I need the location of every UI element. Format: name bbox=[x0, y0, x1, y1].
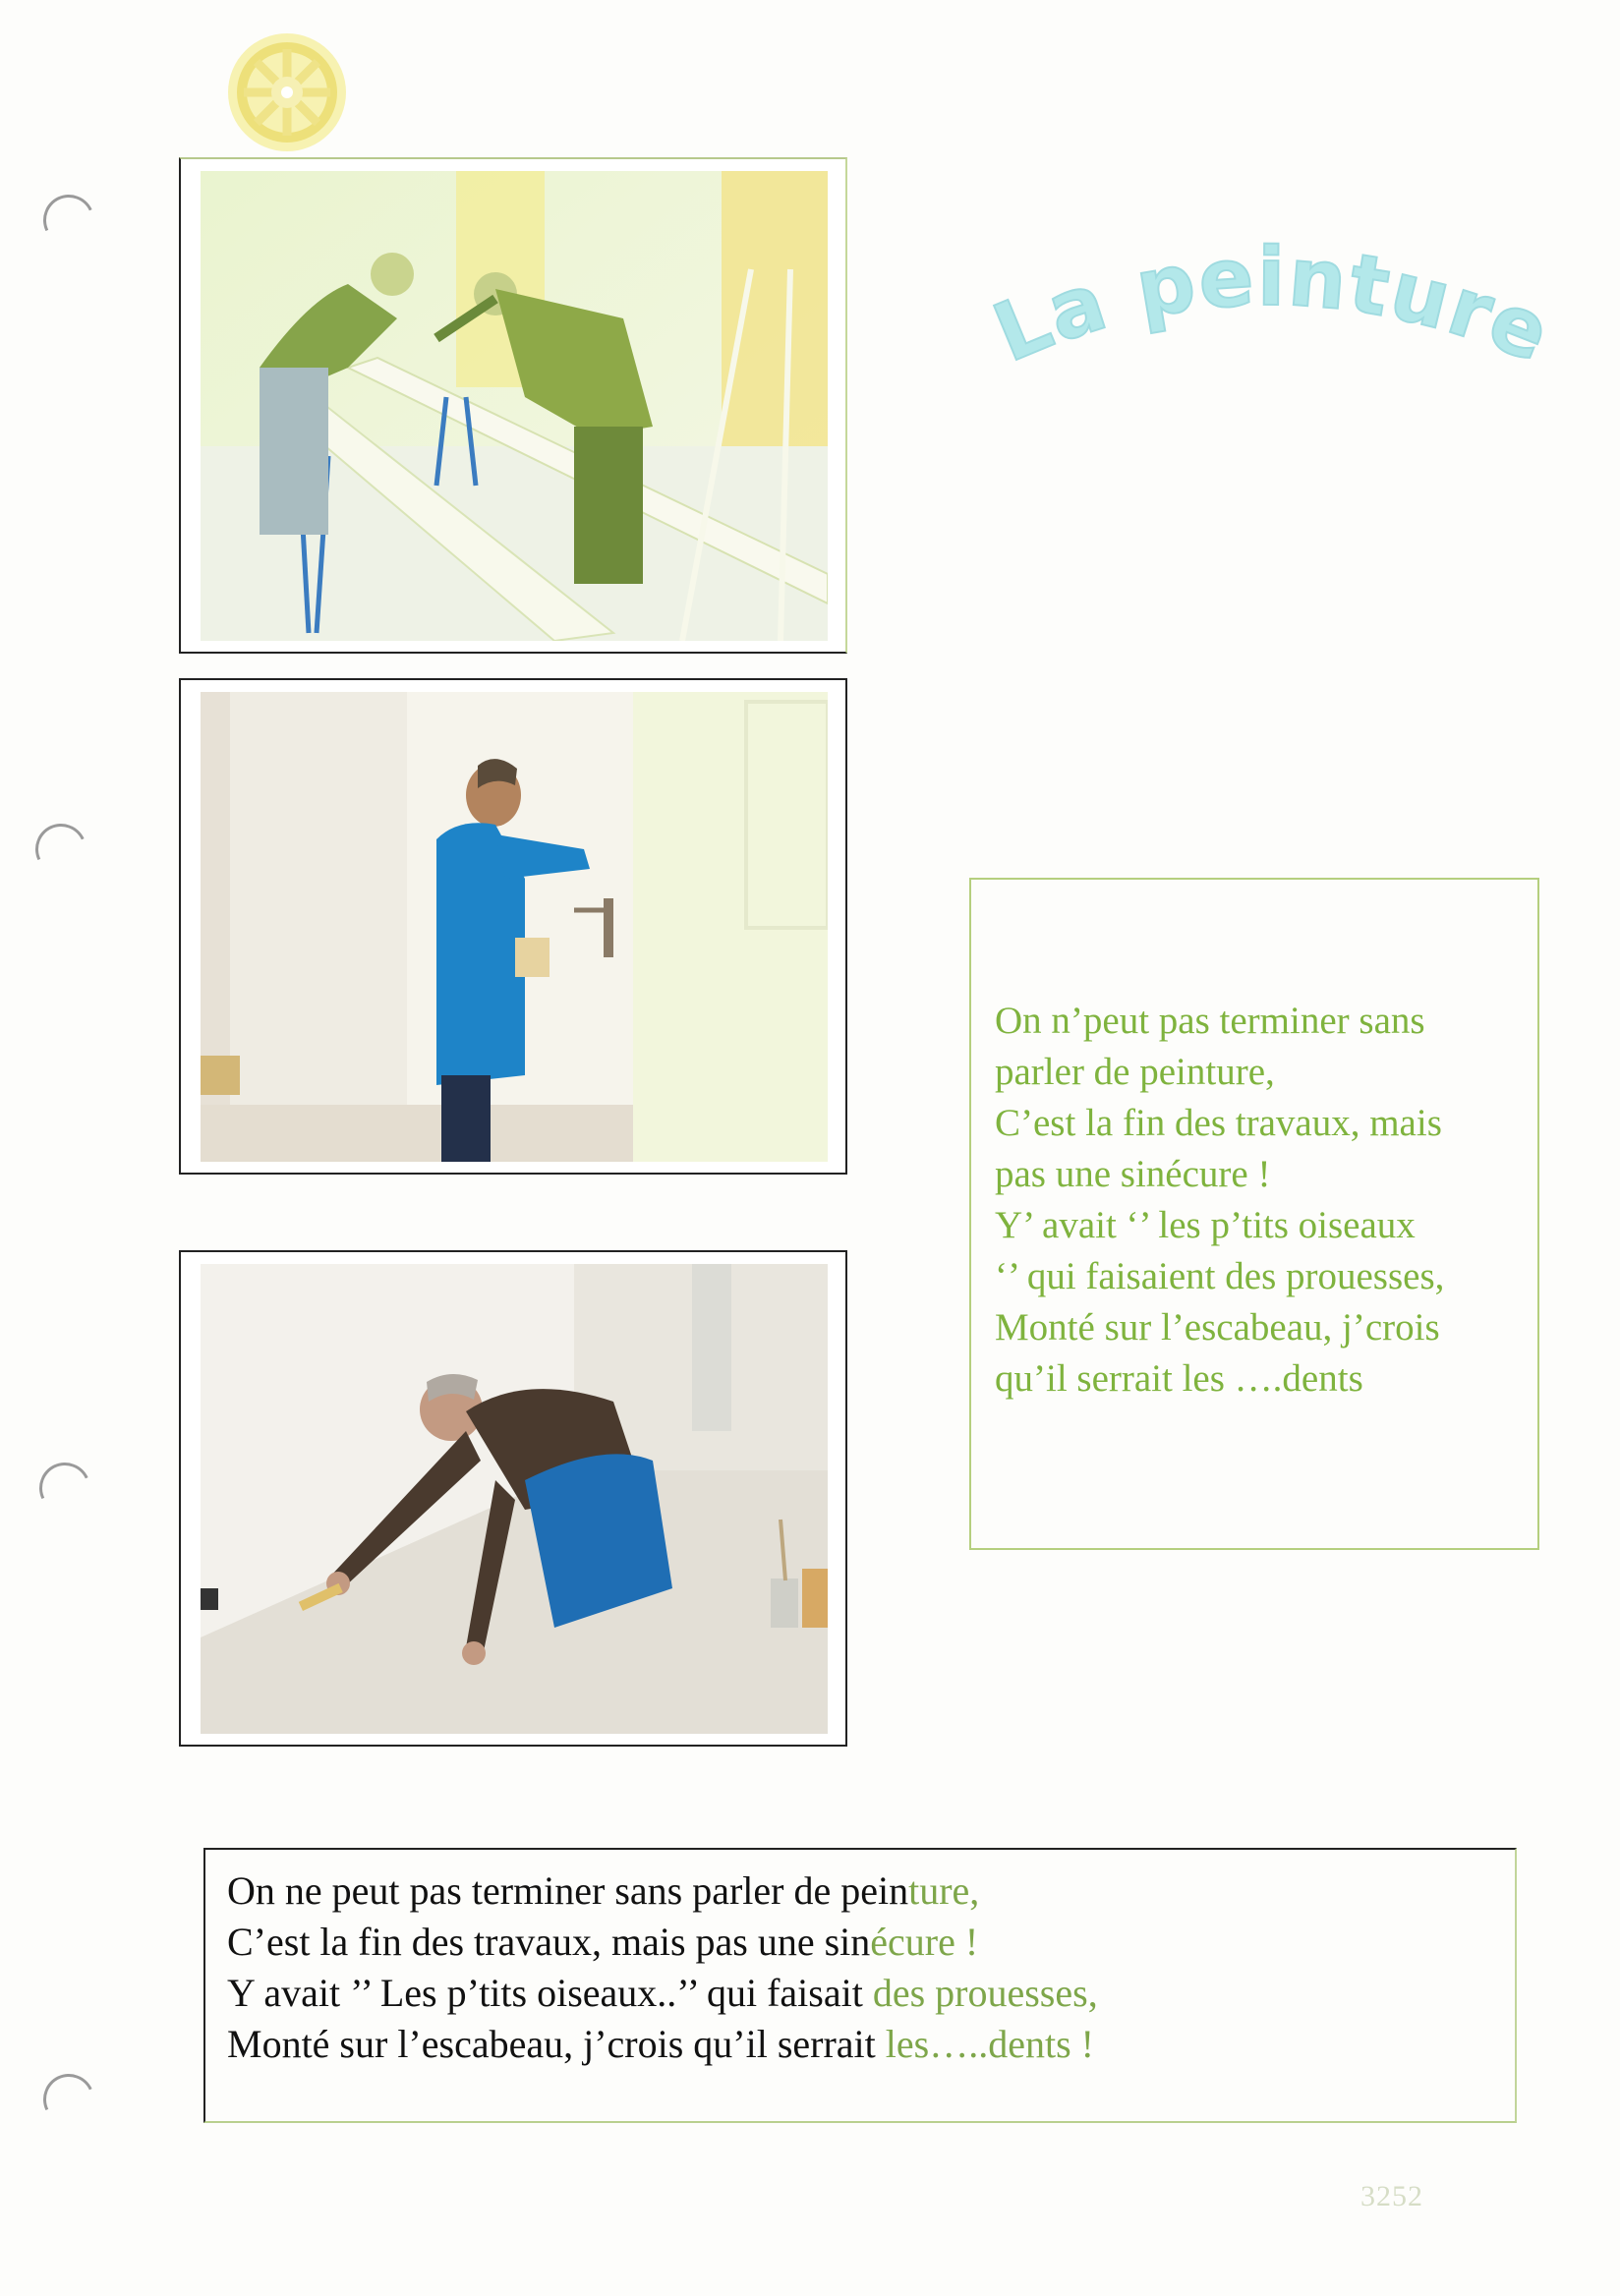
poem-line: C’est la fin des travaux, mais bbox=[995, 1102, 1442, 1144]
photo-painting-wall bbox=[179, 678, 847, 1175]
poem-line: ‘’ qui faisaient des prouesses, bbox=[995, 1255, 1445, 1297]
page-title-text: La peinture bbox=[981, 236, 1564, 382]
poem-line: qu’il serrait les ….dents bbox=[995, 1357, 1363, 1400]
rotary-logo bbox=[224, 29, 350, 155]
poem-line: Monté sur l’escabeau, j’crois bbox=[995, 1306, 1440, 1349]
photo-painting-beams bbox=[179, 157, 847, 654]
poem-line: On n’peut pas terminer sans bbox=[995, 1000, 1425, 1042]
svg-text:La peinture bbox=[981, 236, 1563, 381]
poem-line: parler de peinture, bbox=[995, 1051, 1275, 1093]
binder-hole-4 bbox=[36, 2067, 102, 2133]
poem-line: pas une sinécure ! bbox=[995, 1153, 1271, 1195]
caption-line: On ne peut pas terminer sans parler de peinture, bbox=[227, 1868, 980, 1913]
caption-box bbox=[203, 1848, 1517, 2123]
caption-line: Y avait ’’ Les p’tits oiseaux..’’ qui faisait des prouesses, bbox=[227, 1971, 1098, 2015]
page-number: 3252 bbox=[1360, 2180, 1423, 2212]
poem-box bbox=[969, 878, 1539, 1550]
binder-hole-3 bbox=[32, 1456, 98, 1521]
caption-line: C’est la fin des travaux, mais pas une sinécure ! bbox=[227, 1920, 979, 1964]
caption-line: Monté sur l’escabeau, j’crois qu’il serrait les…..dents ! bbox=[227, 2022, 1094, 2066]
page-title bbox=[968, 236, 1578, 393]
binder-hole-2 bbox=[29, 817, 94, 883]
binder-hole-1 bbox=[36, 188, 102, 254]
photo-painting-skirting bbox=[179, 1250, 847, 1747]
poem-line: Y’ avait ‘’ les p’tits oiseaux bbox=[995, 1204, 1416, 1246]
